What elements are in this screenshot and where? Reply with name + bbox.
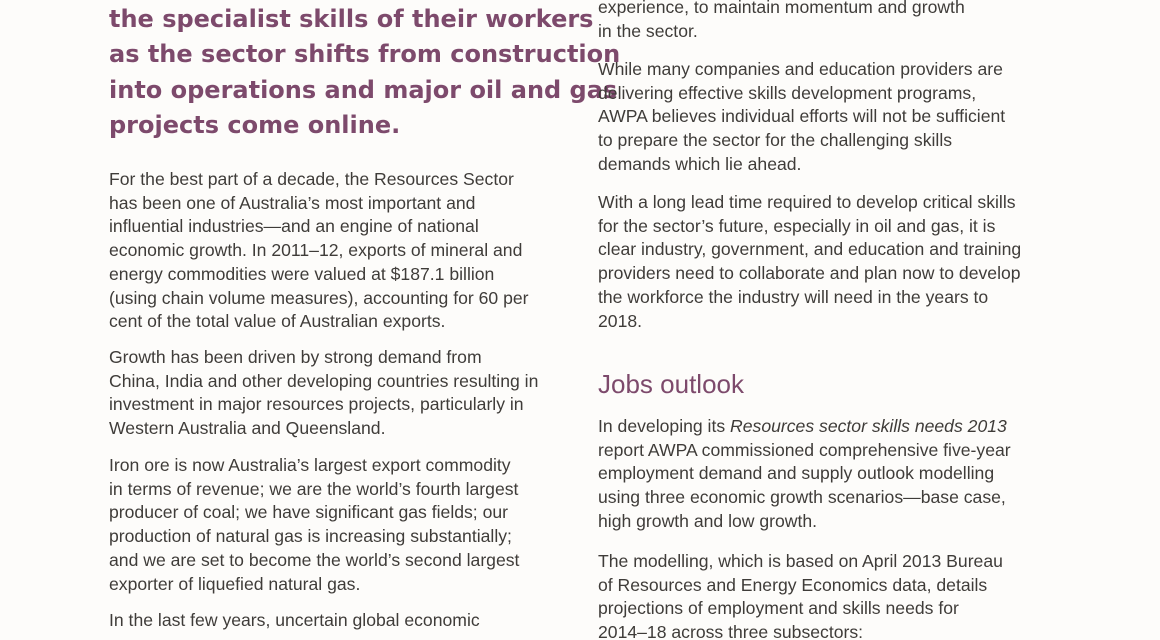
- pull-quote-line: into operations and major oil and gas: [109, 75, 618, 104]
- text-line: employment demand and supply outlook modelling: [598, 463, 995, 484]
- text-line: Iron ore is now Australia’s largest export commodity: [109, 455, 511, 475]
- text-line: production of natural gas is increasing substantially;: [109, 526, 512, 547]
- text-line: For the best part of a decade, the Resources Sector: [109, 169, 514, 189]
- text-line: China, India and other developing countries resulting in: [109, 370, 539, 391]
- body-paragraph-momentum: [598, 0, 965, 43]
- text-line: the workforce the industry will need in the years to: [598, 286, 989, 307]
- text-line: to prepare the sector for the challenging skills: [598, 130, 953, 151]
- text-line: cent of the total value of Australian exports.: [109, 311, 446, 332]
- text-line: While many companies and education providers are: [598, 59, 1003, 79]
- text-line: for the sector’s future, especially in oil and gas, it is: [598, 215, 996, 236]
- body-paragraph-skills-programs: [598, 58, 1005, 177]
- text-line: AWPA believes individual efforts will not be sufficient: [598, 106, 1006, 127]
- text-line: demands which lie ahead.: [598, 153, 802, 174]
- text-line: [598, 415, 1011, 439]
- text-line: has been one of Australia’s most important and: [109, 192, 476, 213]
- section-heading-jobs-outlook: Jobs outlook: [598, 369, 744, 399]
- text-line: in the sector.: [598, 20, 698, 41]
- text-line: high growth and low growth.: [598, 510, 818, 531]
- text-line: providers need to collaborate and plan now to develop: [598, 263, 1021, 284]
- text-line: delivering effective skills development programs,: [598, 82, 977, 103]
- text-line: Western Australia and Queensland.: [109, 418, 386, 439]
- text-line: (using chain volume measures), accounting for 60 per: [109, 287, 529, 308]
- text-line: The modelling, which is based on April 2013 Bureau: [598, 551, 1003, 571]
- body-paragraph-report: [598, 415, 1011, 534]
- text-line: Growth has been driven by strong demand from: [109, 347, 482, 367]
- text-line: producer of coal; we have significant gas fields; our: [109, 502, 509, 523]
- text-line: using three economic growth scenarios—base case,: [598, 487, 1006, 508]
- text-run: In developing its: [598, 416, 731, 436]
- text-line: In the last few years, uncertain global economic: [109, 610, 480, 630]
- text-line: influential industries—and an engine of national: [109, 216, 479, 237]
- body-paragraph-resources-sector: [109, 168, 529, 334]
- text-line: projections of employment and skills needs for: [598, 598, 959, 619]
- text-line: of Resources and Energy Economics data, details: [598, 574, 988, 595]
- body-paragraph-iron-ore: [109, 454, 519, 596]
- text-line: clear industry, government, and education and training: [598, 239, 1022, 260]
- body-paragraph-growth: [109, 346, 538, 441]
- text-line: 2018.: [598, 310, 643, 331]
- report-title: Resources sector skills needs 2013: [730, 416, 1007, 436]
- text-line: energy commodities were valued at $187.1 billion: [109, 263, 495, 284]
- text-line: report AWPA commissioned comprehensive five-year: [598, 439, 1011, 460]
- text-line: and we are set to become the world’s second largest: [109, 549, 520, 570]
- text-line: economic growth. In 2011–12, exports of mineral and: [109, 240, 523, 261]
- body-paragraph-modelling: [598, 550, 1003, 640]
- text-line: With a long lead time required to develop critical skills: [598, 192, 1016, 212]
- text-line: investment in major resources projects, particularly in: [109, 394, 524, 415]
- text-line: in terms of revenue; we are the world’s fourth largest: [109, 478, 519, 499]
- body-paragraph-uncertain: [109, 609, 480, 633]
- pull-quote-line: projects come online.: [109, 110, 401, 139]
- body-paragraph-lead-time: [598, 191, 1021, 333]
- text-line: exporter of liquefied natural gas.: [109, 573, 361, 594]
- pull-quote-line: the specialist skills of their workers: [109, 5, 594, 33]
- pull-quote: [109, 2, 621, 143]
- text-line: 2014–18 across three subsectors:: [598, 622, 864, 640]
- pull-quote-line: as the sector shifts from construction: [109, 40, 621, 69]
- text-line: experience, to maintain momentum and growth: [598, 0, 965, 17]
